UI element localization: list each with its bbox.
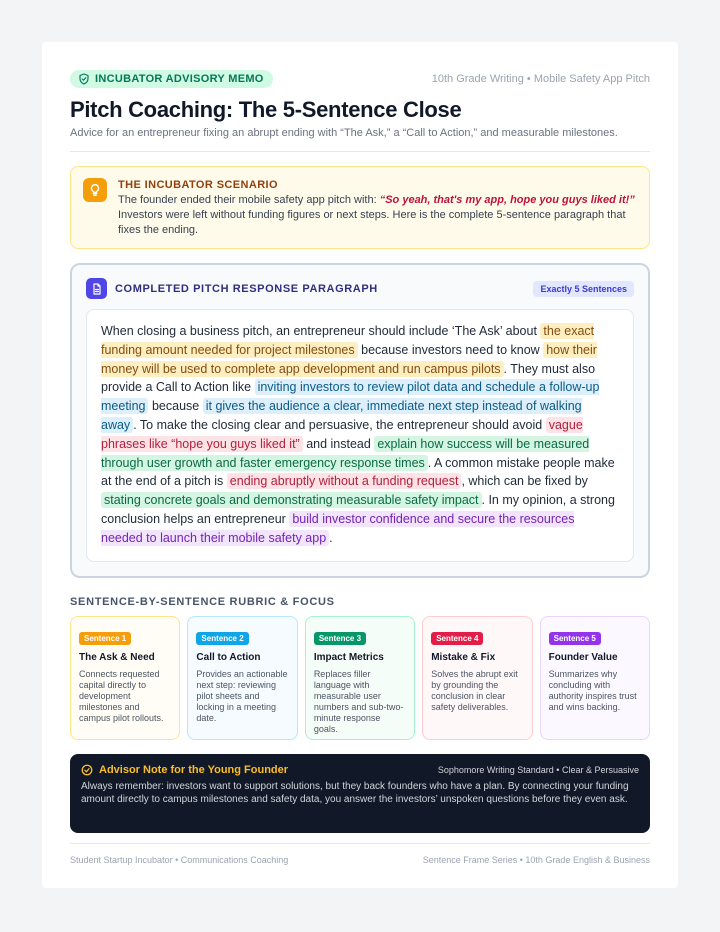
- memo-content: [70, 70, 650, 865]
- advisor-note: [70, 754, 650, 833]
- scenario-text: [118, 193, 637, 238]
- footer-right: Sentence Frame Series • 10th Grade English & Business: [422, 854, 650, 865]
- memo-badge-label: INCUBATOR ADVISORY MEMO: [95, 73, 264, 85]
- rubric-card: [422, 616, 532, 740]
- scenario-title: THE INCUBATOR SCENARIO: [118, 179, 278, 191]
- rubric-card-desc: Solves the abrupt exit by grounding the conclusion in clear safety deliverables.: [431, 668, 518, 712]
- rubric-card-title: Impact Metrics: [313, 651, 384, 663]
- shield-check-icon: [78, 73, 90, 85]
- response-header-left: [86, 278, 378, 299]
- memo-page: [42, 42, 678, 888]
- scenario-callout: [70, 166, 650, 249]
- sentence-count-badge: Exactly 5 Sentences: [533, 281, 634, 297]
- response-panel: [70, 263, 650, 578]
- rubric-card: [305, 616, 415, 740]
- sentence-tag: Sentence 2: [196, 632, 248, 645]
- check-circle-icon: [81, 764, 93, 776]
- rubric-card-desc: Summarizes why concluding with authority inspires trust and wins backing.: [548, 668, 637, 712]
- memo-badge: [70, 70, 273, 88]
- document-icon: [86, 278, 107, 299]
- sentence-tag: Sentence 4: [431, 632, 483, 645]
- advisor-header: [81, 764, 639, 776]
- advisor-text: Always remember: investors want to support solutions, but they back founders who have a plan. By connecting your funding amount directly to campus milestones and safety data, you answer the investors’ unspoken questions before they even ask.: [81, 780, 629, 806]
- rubric-cards: [70, 616, 650, 740]
- paragraph-text: .: [329, 530, 333, 545]
- advisor-header-left: [81, 764, 288, 776]
- highlighted-phrase: explain how success will be measured through user growth and faster emergency response times: [101, 436, 590, 470]
- sentence-tag: Sentence 3: [314, 632, 366, 645]
- rubric-card-desc: Replaces filler language with measurable user numbers and sub-two-minute response goals.: [313, 668, 404, 734]
- sentence-tag: Sentence 1: [79, 632, 131, 645]
- highlighted-phrase: vague phrases like “hope you guys liked it”: [101, 417, 583, 451]
- paragraph-text: When closing a business pitch, an entrepreneur should include ‘The Ask’ about: [101, 324, 537, 338]
- paragraph-text: , which can be fixed by: [461, 474, 588, 489]
- paragraph-text: . To make the closing clear and persuasive, the entrepreneur should avoid: [133, 417, 543, 432]
- rubric-card-title: The Ask & Need: [79, 651, 155, 663]
- highlighted-phrase: it gives the audience a clear, immediate next step instead of walking away: [101, 399, 582, 432]
- rubric-card: [70, 616, 180, 740]
- pitch-paragraph: [86, 309, 634, 562]
- footer: [70, 855, 650, 865]
- paragraph-text: and instead: [306, 436, 371, 451]
- response-header: [86, 278, 634, 299]
- rubric-card-title: Founder Value: [548, 651, 618, 663]
- scenario-text-before: The founder ended their mobile safety app pitch with:: [118, 194, 377, 206]
- rubric-card-title: Call to Action: [196, 651, 261, 663]
- rubric-card-desc: Provides an actionable next step: reviewing pilot sheets and locking in a meeting date.: [196, 668, 288, 723]
- paragraph-text: . A common mistake people make at the end of a pitch is: [101, 455, 615, 489]
- lightbulb-icon: [83, 178, 107, 202]
- rubric-card-desc: Connects requested capital directly to development milestones and campus pilot rollouts.: [79, 668, 164, 723]
- advisor-title: Advisor Note for the Young Founder: [99, 763, 289, 776]
- page-title: Pitch Coaching: The 5-Sentence Close: [70, 97, 462, 122]
- header-divider: [70, 151, 650, 152]
- highlighted-phrase: inviting investors to review pilot data and schedule a follow-up meeting: [101, 380, 600, 414]
- highlighted-phrase: stating concrete goals and demonstrating measurable safety impact: [101, 492, 482, 508]
- highlighted-phrase: ending abruptly without a funding request: [227, 473, 462, 489]
- rubric-title: SENTENCE-BY-SENTENCE RUBRIC & FOCUS: [70, 595, 335, 608]
- response-title: COMPLETED PITCH RESPONSE PARAGRAPH: [115, 282, 378, 295]
- grade-line: 10th Grade Writing • Mobile Safety App Pitch: [431, 73, 650, 85]
- paragraph-text: . In my opinion, a strong conclusion helps an entrepreneur: [101, 493, 615, 526]
- scenario-text-after: Investors were left without funding figures or next steps. Here is the complete 5-sentence paragraph that fixes the ending.: [118, 209, 626, 236]
- rubric-card-title: Mistake & Fix: [431, 651, 496, 663]
- rubric-card: [540, 616, 650, 740]
- paragraph-text: . They must also provide a Call to Action like: [101, 361, 596, 395]
- highlighted-phrase: build investor confidence and secure the resources needed to launch their mobile safety app: [101, 511, 575, 545]
- footer-divider: [70, 843, 650, 844]
- advisor-standard: Sophomore Writing Standard • Clear & Persuasive: [437, 764, 639, 775]
- footer-left: Student Startup Incubator • Communications Coaching: [70, 854, 289, 865]
- sentence-tag: Sentence 5: [549, 632, 601, 645]
- paragraph-text: because: [151, 399, 200, 414]
- highlighted-phrase: the exact funding amount needed for project milestones: [101, 324, 595, 357]
- memo-header-row: [70, 70, 650, 88]
- scenario-body: [118, 178, 637, 238]
- rubric-card: [187, 616, 297, 740]
- paragraph-text: because investors need to know: [361, 342, 540, 357]
- page-subtitle: Advice for an entrepreneur fixing an abrupt ending with “The Ask,” a “Call to Action,” and measurable milestones.: [70, 127, 618, 139]
- scenario-quote: “So yeah, that's my app, hope you guys liked it!”: [379, 194, 635, 206]
- highlighted-phrase: how their money will be used to complete app development and run campus pilots: [101, 342, 597, 376]
